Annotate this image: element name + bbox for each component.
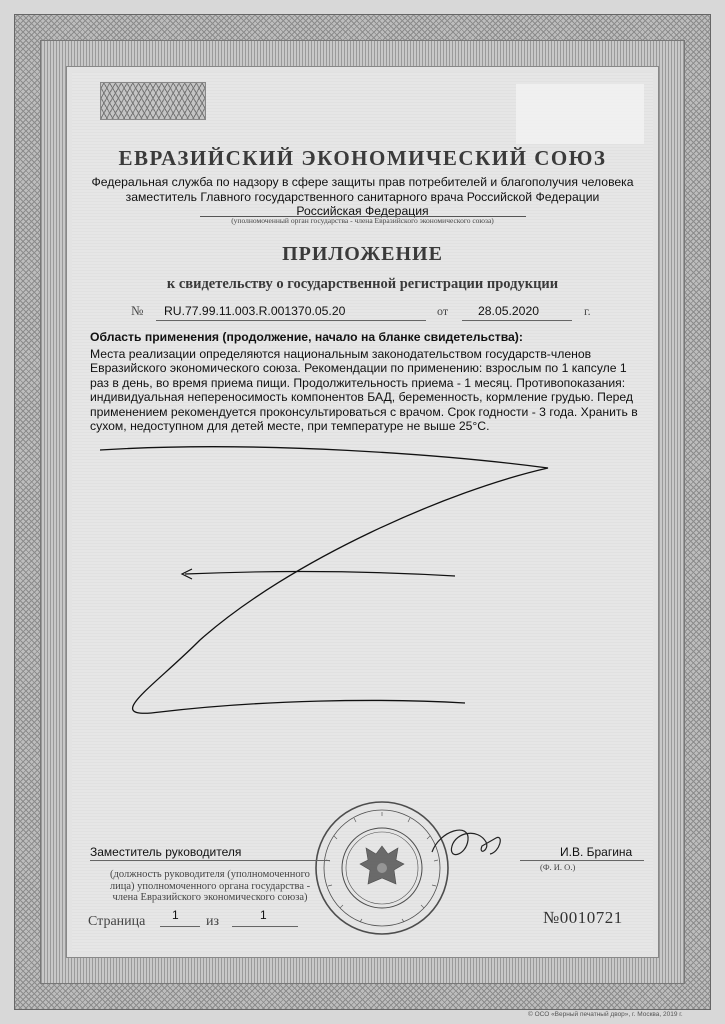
scope-heading: Область применения (продолжение, начало на бланке свидетельства): <box>90 330 523 344</box>
arrow-line <box>185 572 455 576</box>
signatory-name: И.В. Брагина <box>560 845 633 859</box>
year-suffix: г. <box>584 304 591 318</box>
serial-number: №0010721 <box>543 908 623 927</box>
appendix-subtitle: к свидетельству о государственной регистрации продукции <box>166 276 559 292</box>
scope-body: Места реализации определяются национальным законодательством государств-членов Евразийского экономического союза. Рекомендации по применению: взрослым по 1 капсуле 1 раз в день, во время приема пищи. Продолжительность приема - 1 месяц. Противопоказания: индивидуальная непереносимость компонентов БАД, беременность, кормление грудью. Перед применением рекомендуется проконсультироваться с врачом. Срок годности - 3 года. Хранить в сухом, недоступном для детей месте, при температуре не выше 25°С. <box>90 347 638 434</box>
authority-line-1: Федеральная служба по надзору в сфере защиты прав потребителей и благополучия человека <box>91 175 634 189</box>
page-total-underline <box>232 926 298 927</box>
certificate-number: RU.77.99.11.003.R.001370.05.20 <box>164 304 346 318</box>
page-number: 1 <box>172 908 179 922</box>
authority-line-3: Российская Федерация <box>296 204 429 218</box>
number-label: № <box>131 303 144 318</box>
page-number-underline <box>160 926 200 927</box>
certificate-date: 28.05.2020 <box>478 304 539 318</box>
z-cancel-stroke <box>100 447 548 714</box>
position-caption-line-3: члена Евразийского экономического союза) <box>112 892 308 903</box>
name-underline <box>520 860 644 861</box>
official-stamp <box>316 802 448 934</box>
appendix-title: ПРИЛОЖЕНИЕ <box>282 243 443 265</box>
authority-line-2: заместитель Главного государственного санитарного врача Российской Федерации <box>125 189 600 204</box>
of-label: из <box>206 914 220 929</box>
position-caption-line-2: лица) уполномоченного органа государства - <box>109 880 311 892</box>
page-total: 1 <box>260 908 267 922</box>
position-underline <box>90 860 330 861</box>
printer-footer: © ОСО «Верный печатный двор», г. Москва, 2019 г. <box>528 1011 683 1018</box>
date-label: от <box>437 304 449 318</box>
fio-caption: (Ф. И. О.) <box>540 862 576 872</box>
position-caption <box>86 869 334 904</box>
union-title: ЕВРАЗИЙСКИЙ ЭКОНОМИЧЕСКИЙ СОЮЗ <box>118 146 607 170</box>
page-label: Страница <box>88 914 146 929</box>
signatory-position: Заместитель руководителя <box>90 845 242 859</box>
position-caption-line-1: (должность руководителя (уполномоченного <box>110 869 310 880</box>
authority-caption: (уполномоченный орган государства - члена Евразийского экономического союза) <box>231 216 494 225</box>
